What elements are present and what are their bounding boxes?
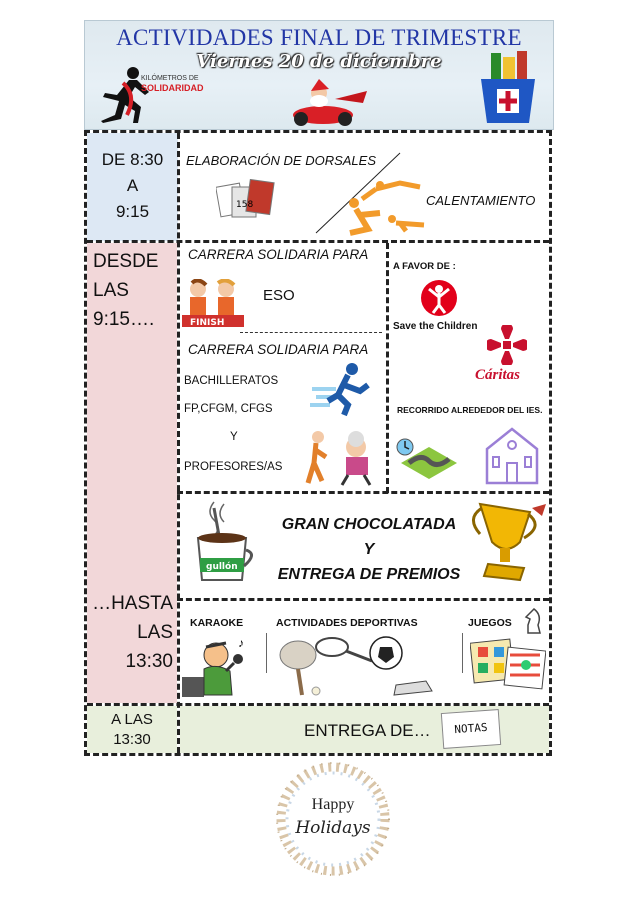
favor-label: A FAVOR DE : bbox=[393, 261, 456, 272]
time-line: DESDE bbox=[93, 251, 159, 272]
runner-icon bbox=[93, 65, 153, 123]
chess-knight-icon bbox=[524, 607, 544, 635]
time-slot-3 bbox=[87, 706, 177, 753]
trophy-icon bbox=[462, 498, 548, 584]
route-map-icon bbox=[395, 433, 459, 485]
notes-paper-icon: NOTAS bbox=[441, 709, 501, 749]
race2-title: CARRERA SOLIDARIA PARA bbox=[188, 342, 369, 357]
race-cell bbox=[180, 243, 386, 493]
charity-cell bbox=[389, 243, 549, 493]
time-line: 9:15 bbox=[115, 202, 150, 221]
time-line: 9:15…. bbox=[93, 309, 155, 330]
race2-group: BACHILLERATOS bbox=[184, 375, 279, 387]
activity-cell-warmup bbox=[180, 133, 549, 241]
time-slot-2 bbox=[87, 243, 177, 703]
board-games-icon bbox=[470, 635, 546, 695]
stretching-icon bbox=[340, 177, 426, 237]
save-the-children-icon bbox=[419, 279, 459, 317]
caritas-cross-icon bbox=[487, 325, 527, 365]
charity1-name: Save the Children bbox=[393, 321, 478, 332]
bibs-label: ELABORACIÓN DE DORSALES bbox=[186, 153, 376, 168]
chocolate-cell bbox=[180, 494, 549, 598]
finish-runners-icon bbox=[182, 279, 244, 329]
sports-equipment-icon bbox=[276, 635, 452, 699]
divider bbox=[462, 633, 463, 673]
divider bbox=[266, 633, 267, 673]
logo-text-bottom: SOLIDARIDAD bbox=[141, 83, 204, 93]
page-title: ACTIVIDADES FINAL DE TRIMESTRE bbox=[116, 25, 522, 50]
route-label: RECORRIDO ALREDEDOR DEL IES. bbox=[397, 405, 543, 415]
warmup-label: CALENTAMIENTO bbox=[426, 193, 536, 208]
happy-holidays-wreath bbox=[274, 760, 392, 878]
time-line: A LAS bbox=[111, 711, 153, 728]
race2-group: FP,CFGM, CFGS bbox=[184, 403, 273, 415]
time-line: A bbox=[126, 176, 139, 195]
sports-label: ACTIVIDADES DEPORTIVAS bbox=[276, 617, 418, 629]
race2-group: Y bbox=[230, 431, 238, 443]
time-slot-1 bbox=[87, 133, 178, 241]
charity2-name: Cáritas bbox=[475, 367, 521, 383]
divider bbox=[240, 332, 382, 333]
time-line: 13:30 bbox=[113, 731, 151, 748]
solidarity-logo bbox=[93, 65, 223, 123]
holiday-line2: Holidays bbox=[295, 818, 371, 838]
karaoke-singer-icon bbox=[182, 633, 252, 699]
choco-line: Y bbox=[363, 541, 375, 558]
event-date: Viernes 20 de diciembre bbox=[196, 51, 442, 72]
time-line: LAS bbox=[93, 280, 129, 301]
race1-title: CARRERA SOLIDARIA PARA bbox=[188, 247, 369, 262]
runner-blue-icon bbox=[308, 361, 372, 417]
school-building-icon bbox=[479, 423, 545, 487]
svg-text:♪: ♪ bbox=[238, 636, 244, 650]
logo-text-top: KILÓMETROS DE bbox=[141, 75, 199, 82]
choco-line: ENTREGA DE PREMIOS bbox=[277, 566, 461, 583]
race-bibs-icon bbox=[216, 179, 276, 223]
finish-label: FINISH bbox=[190, 318, 225, 328]
race1-group: ESO bbox=[263, 287, 295, 304]
time-line: …HASTA bbox=[92, 593, 173, 614]
food-basket-icon bbox=[477, 51, 539, 125]
time-line: LAS bbox=[137, 622, 173, 643]
grades-text: ENTREGA DE… bbox=[304, 721, 431, 740]
header-banner bbox=[84, 20, 554, 130]
grades-cell bbox=[180, 706, 549, 753]
choco-line: GRAN CHOCOLATADA bbox=[281, 516, 457, 533]
svg-text:158: 158 bbox=[236, 200, 254, 210]
santa-motorcycle-icon bbox=[283, 79, 369, 127]
cup-label: gullón bbox=[206, 562, 238, 572]
chocolate-cup-icon bbox=[192, 498, 258, 584]
time-line: DE 8:30 bbox=[101, 150, 164, 169]
games-label: JUEGOS bbox=[468, 617, 512, 629]
schedule-table bbox=[84, 130, 552, 756]
karaoke-label: KARAOKE bbox=[190, 617, 244, 629]
activities-cell bbox=[180, 601, 549, 703]
time-line: 13:30 bbox=[125, 651, 173, 672]
holiday-line1: Happy bbox=[311, 796, 355, 813]
elderly-runners-icon bbox=[302, 427, 386, 487]
race2-group: PROFESORES/AS bbox=[184, 461, 283, 473]
